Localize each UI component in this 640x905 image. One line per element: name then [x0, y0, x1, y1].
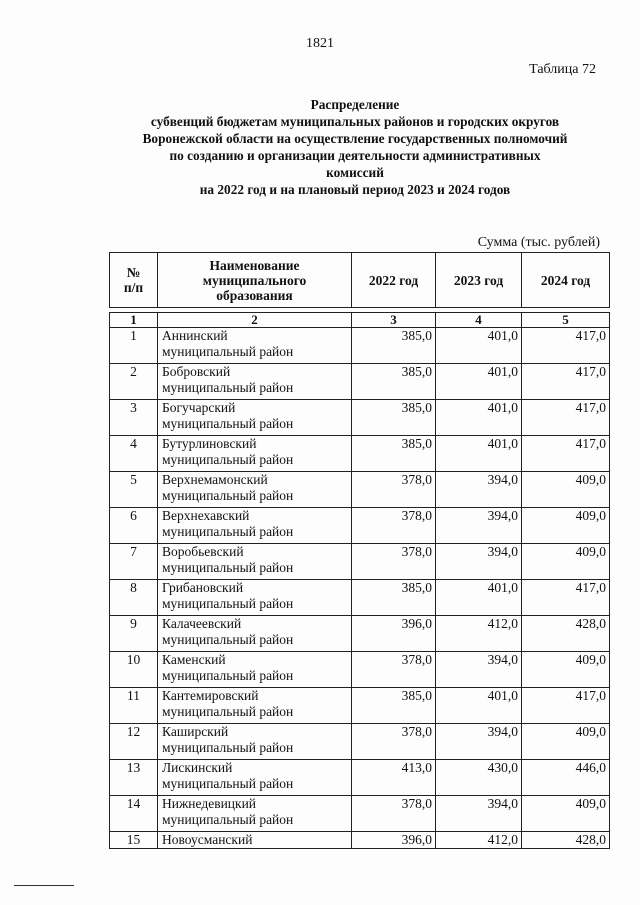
row-number: 14 [110, 796, 158, 832]
table-row [110, 508, 610, 544]
table-row [110, 328, 610, 364]
page-number: 1821 [306, 36, 334, 51]
municipality-name-line: Калачеевский [162, 616, 242, 631]
header-2022: 2022 год [352, 253, 436, 308]
municipality-name [158, 472, 352, 508]
value-2022: 413,0 [352, 760, 436, 796]
table-row [110, 616, 610, 652]
value-2022: 378,0 [352, 544, 436, 580]
municipality-name-line: Бутурлиновский [162, 436, 257, 451]
value-2022: 385,0 [352, 688, 436, 724]
municipality-name [158, 328, 352, 364]
municipality-name [158, 436, 352, 472]
municipality-name-line: Верхнехавский [162, 508, 250, 523]
municipality-name [158, 796, 352, 832]
table-row [110, 472, 610, 508]
table-row [110, 760, 610, 796]
title-line: по созданию и организации деятельности административных [169, 148, 541, 163]
title-line: комиссий [326, 165, 384, 180]
title-line: на 2022 год и на плановый период 2023 и 2024 годов [199, 182, 511, 197]
value-2023: 394,0 [436, 652, 522, 688]
value-2024: 417,0 [522, 436, 610, 472]
value-2024: 428,0 [522, 832, 610, 849]
value-2023: 412,0 [436, 616, 522, 652]
municipality-name [158, 544, 352, 580]
row-number: 4 [110, 436, 158, 472]
row-number: 8 [110, 580, 158, 616]
value-2024: 417,0 [522, 328, 610, 364]
municipality-type-line: муниципальный район [162, 812, 294, 827]
municipality-type-line: муниципальный район [162, 632, 294, 647]
table-row [110, 796, 610, 832]
value-2022: 385,0 [352, 436, 436, 472]
header-2024: 2024 год [522, 253, 610, 308]
row-number: 5 [110, 472, 158, 508]
value-2022: 385,0 [352, 580, 436, 616]
table-row [110, 652, 610, 688]
municipality-name-line: Лискинский [162, 760, 233, 775]
table-row [110, 436, 610, 472]
municipality-type-line: муниципальный район [162, 560, 294, 575]
column-number: 3 [352, 313, 436, 328]
value-2023: 394,0 [436, 472, 522, 508]
municipality-type-line: муниципальный район [162, 668, 294, 683]
municipality-name-line: Богучарский [162, 400, 236, 415]
column-number: 1 [110, 313, 158, 328]
value-2022: 378,0 [352, 508, 436, 544]
municipality-name-line: Новоусманский [162, 832, 253, 847]
table-row [110, 580, 610, 616]
value-2024: 428,0 [522, 616, 610, 652]
title-line: Воронежской области на осуществление государственных полномочий [142, 131, 568, 146]
municipality-type-line: муниципальный район [162, 488, 294, 503]
value-2024: 446,0 [522, 760, 610, 796]
municipality-type-line: муниципальный район [162, 344, 294, 359]
value-2023: 401,0 [436, 688, 522, 724]
value-2023: 394,0 [436, 796, 522, 832]
value-2022: 378,0 [352, 652, 436, 688]
municipality-type-line: муниципальный район [162, 740, 294, 755]
municipality-name-line: Грибановский [162, 580, 244, 595]
value-2023: 394,0 [436, 508, 522, 544]
table-row [110, 400, 610, 436]
value-2022: 396,0 [352, 616, 436, 652]
column-number: 4 [436, 313, 522, 328]
value-2024: 409,0 [522, 508, 610, 544]
footer-rule [14, 885, 74, 886]
value-2024: 409,0 [522, 472, 610, 508]
data-table [109, 312, 610, 849]
table-row [110, 832, 610, 849]
municipality-name [158, 724, 352, 760]
value-2024: 409,0 [522, 796, 610, 832]
table-row [110, 688, 610, 724]
value-2023: 394,0 [436, 724, 522, 760]
value-2022: 385,0 [352, 328, 436, 364]
municipality-type-line: муниципальный район [162, 776, 294, 791]
value-2023: 401,0 [436, 328, 522, 364]
value-2023: 401,0 [436, 364, 522, 400]
value-2024: 417,0 [522, 688, 610, 724]
sum-units-label: Сумма (тыс. рублей) [477, 235, 600, 250]
value-2023: 394,0 [436, 544, 522, 580]
municipality-type-line: муниципальный район [162, 452, 294, 467]
table-header [109, 252, 610, 308]
municipality-name [158, 508, 352, 544]
municipality-name [158, 616, 352, 652]
header-2023: 2023 год [436, 253, 522, 308]
table-row [110, 364, 610, 400]
municipality-name-line: Нижнедевицкий [162, 796, 257, 811]
value-2022: 378,0 [352, 472, 436, 508]
row-number: 12 [110, 724, 158, 760]
row-number: 3 [110, 400, 158, 436]
municipality-name [158, 652, 352, 688]
value-2022: 396,0 [352, 832, 436, 849]
municipality-type-line: муниципальный район [162, 704, 294, 719]
value-2023: 401,0 [436, 580, 522, 616]
value-2024: 409,0 [522, 652, 610, 688]
row-number: 9 [110, 616, 158, 652]
municipality-name [158, 688, 352, 724]
header-number: № п/п [110, 253, 158, 308]
row-number: 15 [110, 832, 158, 849]
municipality-name [158, 760, 352, 796]
municipality-name [158, 364, 352, 400]
column-number: 2 [158, 313, 352, 328]
municipality-name-line: Кантемировский [162, 688, 259, 703]
municipality-name [158, 400, 352, 436]
value-2022: 385,0 [352, 364, 436, 400]
municipality-name-line: Каширский [162, 724, 229, 739]
row-number: 13 [110, 760, 158, 796]
value-2022: 378,0 [352, 724, 436, 760]
municipality-name-line: Аннинский [162, 328, 228, 343]
value-2022: 385,0 [352, 400, 436, 436]
municipality-type-line: муниципальный район [162, 596, 294, 611]
value-2024: 409,0 [522, 724, 610, 760]
header-name: Наименование муниципального образования [158, 253, 352, 308]
municipality-name [158, 832, 352, 849]
value-2023: 412,0 [436, 832, 522, 849]
value-2024: 417,0 [522, 580, 610, 616]
title-line: Распределение [310, 97, 400, 112]
table-row [110, 724, 610, 760]
municipality-type-line: муниципальный район [162, 524, 294, 539]
municipality-type-line: муниципальный район [162, 380, 294, 395]
row-number: 6 [110, 508, 158, 544]
value-2024: 417,0 [522, 364, 610, 400]
row-number: 1 [110, 328, 158, 364]
row-number: 11 [110, 688, 158, 724]
title-line: субвенций бюджетам муниципальных районов и городских округов [150, 114, 560, 129]
table-row [110, 544, 610, 580]
value-2023: 401,0 [436, 436, 522, 472]
municipality-name-line: Бобровский [162, 364, 231, 379]
value-2023: 430,0 [436, 760, 522, 796]
value-2024: 409,0 [522, 544, 610, 580]
value-2024: 417,0 [522, 400, 610, 436]
table-label: Таблица 72 [529, 62, 596, 77]
municipality-name-line: Верхнемамонский [162, 472, 268, 487]
column-number: 5 [522, 313, 610, 328]
municipality-name-line: Каменский [162, 652, 226, 667]
municipality-type-line: муниципальный район [162, 416, 294, 431]
column-number-row [110, 313, 610, 328]
municipality-name [158, 580, 352, 616]
value-2022: 378,0 [352, 796, 436, 832]
row-number: 7 [110, 544, 158, 580]
municipality-name-line: Воробьевский [162, 544, 244, 559]
row-number: 2 [110, 364, 158, 400]
value-2023: 401,0 [436, 400, 522, 436]
row-number: 10 [110, 652, 158, 688]
document-title [60, 96, 640, 198]
